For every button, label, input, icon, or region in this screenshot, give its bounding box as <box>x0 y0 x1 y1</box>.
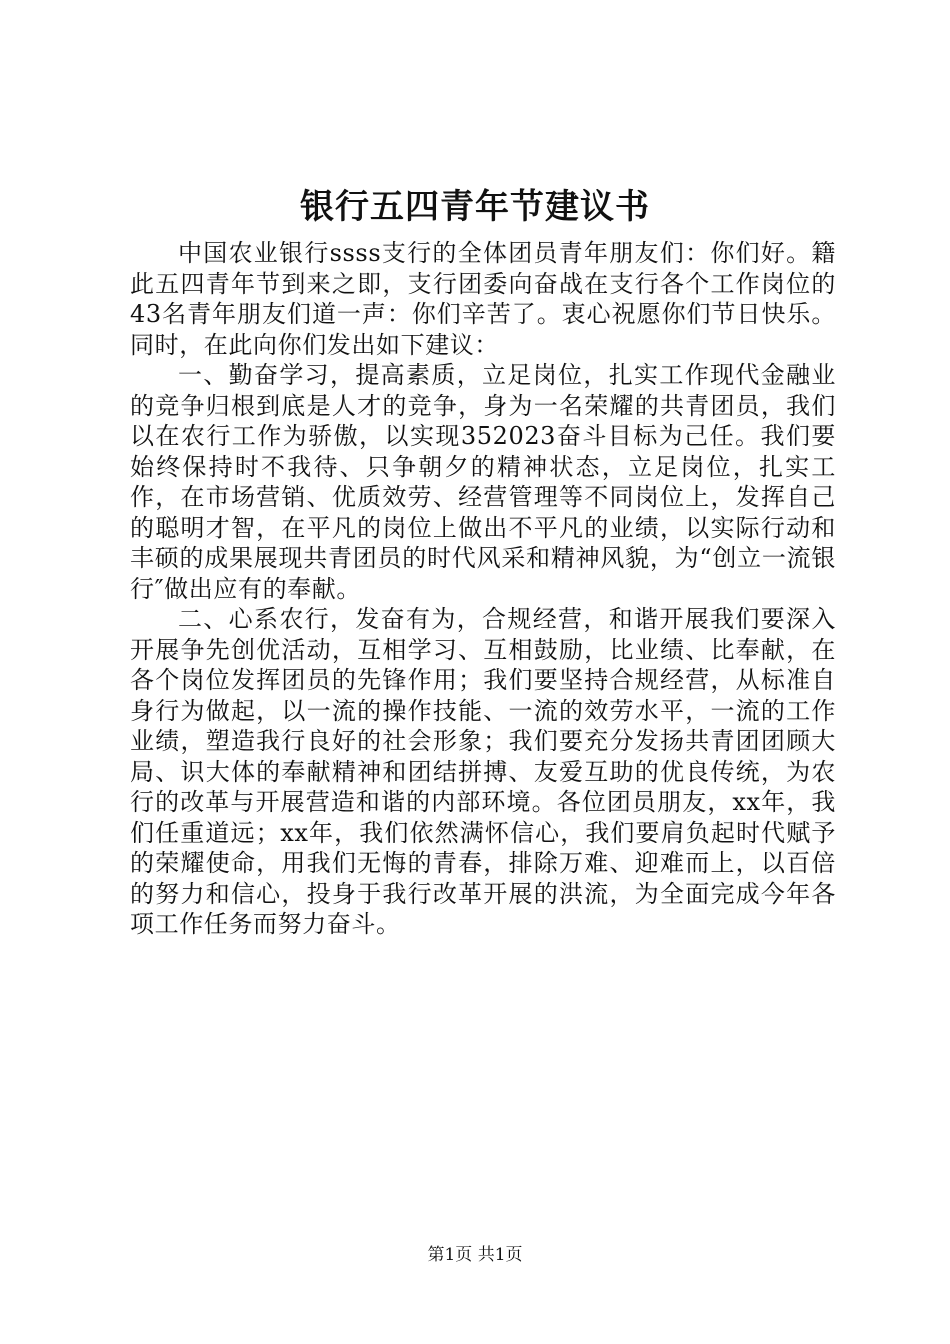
paragraph-greeting: 中国农业银行ssss支行的全体团员青年朋友们：你们好。籍此五四青年节到来之即，支行团委向奋战在支行各个工作岗位的43名青年朋友们道一声：你们辛苦了。衷心祝愿你们节日快乐。同时，在此向你们发出如下建议： <box>130 239 836 359</box>
paragraph-section-one: 一、勤奋学习，提高素质，立足岗位，扎实工作现代金融业的竞争归根到底是人才的竞争，身为一名荣耀的共青团员，我们以在农行工作为骄傲，以实现352023奋斗目标为己任。我们要始终保持时不我待、只争朝夕的精神状态，立足岗位，扎实工作，在市场营销、优质效劳、经营管理等不同岗位上，发挥自己的聪明才智，在平凡的岗位上做出不平凡的业绩，以实际行动和丰硕的成果展现共青团员的时代风采和精神风貌，为“创立一流银行″做出应有的奉献。 <box>130 361 836 603</box>
page-footer: 第1页 共1页 <box>427 1245 523 1265</box>
document-body <box>130 238 836 940</box>
document-title: 银行五四青年节建议书 <box>300 187 650 227</box>
paragraph-section-two: 二、心系农行，发奋有为，合规经营，和谐开展我们要深入开展争先创优活动，互相学习、互相鼓励，比业绩、比奉献，在各个岗位发挥团员的先锋作用；我们要坚持合规经营，从标准自身行为做起，以一流的操作技能、一流的效劳水平，一流的工作业绩，塑造我行良好的社会形象；我们要充分发扬共青团团顾大局、识大体的奉献精神和团结拼搏、友爱互助的优良传统，为农行的改革与开展营造和谐的内部环境。各位团员朋友，xx年，我们任重道远；xx年，我们依然满怀信心，我们要肩负起时代赋予的荣耀使命，用我们无悔的青春，排除万难、迎难而上，以百倍的努力和信心，投身于我行改革开展的洪流，为全面完成今年各项工作任务而努力奋斗。 <box>130 605 836 938</box>
